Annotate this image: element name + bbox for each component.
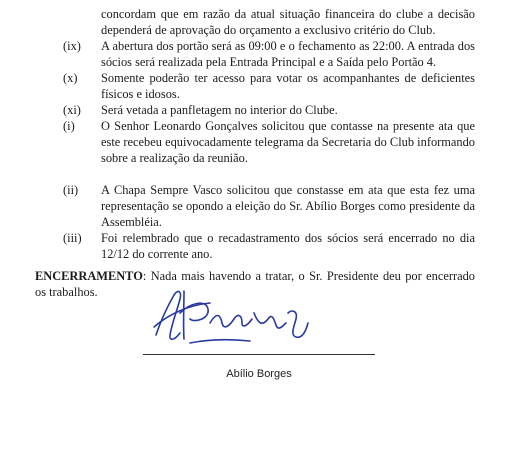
item-x-line-1: Somente poderão ter acesso para votar os acompanhantes de deficientes [101,71,475,85]
item-ii-line-3: Assembléia. [101,215,162,229]
item-continuation-line-1: concordam que em razão da atual situação financeira do clube a decisão [101,7,475,21]
closing-line-1 [35,269,475,284]
item-i-number: (i) [63,119,75,133]
item-i-line-3: sobre a realização da reunião. [101,151,248,165]
closing-line-2: os trabalhos. [35,285,98,299]
item-ii-number: (ii) [63,183,79,197]
item-ix-line-1: A abertura dos portão será as 09:00 e o fechamento as 22:00. A entrada dos [101,39,475,53]
item-i-line-1: O Senhor Leonardo Gonçalves solicitou que contasse na presente ata que [101,119,475,133]
item-xi-number: (xi) [63,103,81,117]
signature-line [143,354,375,355]
item-ii-line-2: representação se opondo a eleição do Sr. Abílio Borges como presidente da [101,199,475,213]
item-iii-line-2: 12/12 do corrente ano. [101,247,213,261]
item-x-line-2: físicos e idosos. [101,87,180,101]
item-ix-line-2: sócios será realizada pela Entrada Principal e a Saída pelo Portão 4. [101,55,437,69]
handwritten-signature [150,283,330,353]
item-x-number: (x) [63,71,78,85]
closing-text: : Nada mais havendo a tratar, o Sr. Presidente deu por encerrado [142,269,475,283]
item-iii-number: (iii) [63,231,82,245]
item-iii-line-1: Foi relembrado que o recadastramento dos sócios será encerrado no dia [101,231,475,245]
signer-name: Abílio Borges [226,368,292,380]
item-i-line-2: este recebeu equivocadamente telegrama da Secretaria do Club informando [101,135,475,149]
item-continuation-line-2: dependerá de aprovação do orçamento a exclusivo critério do Club. [101,23,436,37]
item-xi-line-1: Será vetada a panfletagem no interior do Clube. [101,103,338,117]
item-ii-line-1: A Chapa Sempre Vasco solicitou que constasse em ata que esta fez uma [101,183,475,197]
closing-label: ENCERRAMENTO [35,269,143,283]
item-ix-number: (ix) [63,39,81,53]
